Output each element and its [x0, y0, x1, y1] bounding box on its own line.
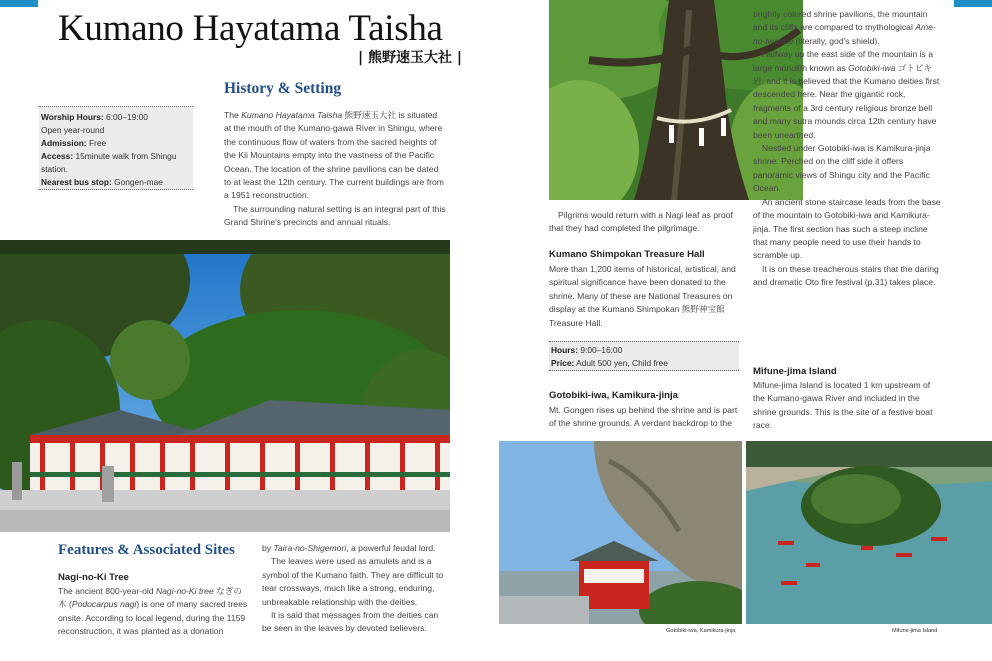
hours-line: Worship Hours: 6:00–19:00: [41, 112, 148, 122]
info-box: [39, 106, 193, 190]
history-paragraph-1: The Kumano Hayatama Taisha 熊野速玉大社 is situated at the mouth of the Kumano-gawa River in Shingu, where the continuous flow of waters from the sacred heights of the Kii Mountains empty into the vastness of the Pacific Ocean. The location of the shrine pavilions can be dated to at least the 12th century. The current buildings are from a 1951 reconstruction.: [224, 110, 444, 201]
museum-info-box: [549, 341, 739, 371]
history-heading: History & Setting: [224, 80, 342, 97]
col4-paragraph-2: Halfway up the east side of the mountain is a large monolith known as Gotobiki-iwa ゴトビキ岩, and it is believed that the Kumano deities first descended here. Near the gigantic rock, fragments of a 3rd century religious bronze bell and many sutra mounds circa 12th century have been unearthed.: [753, 49, 940, 140]
nagi-heading: Nagi-no-Ki Tree: [58, 572, 129, 583]
col4-paragraph-3: Nestled under Gotobiki-iwa is Kamikura-jinja shrine. Perched on the cliff side it offers panoramic views of Shingu city and the Pacific Ocean.: [753, 143, 931, 194]
col4-paragraph-4: An ancient stone staircase leads from the base of the mountain to Gotobiki-iwa and Kamikura-jinja. The first section has such a steep incline that many people need to use their hands to scramble up.: [753, 196, 941, 261]
nagi-paragraph-4: It is said that messages from the deities can be seen in the leaves by devoted believers.: [262, 610, 439, 634]
col4-paragraph-5: It is on these treacherous stairs that the daring and dramatic Oto fire festival (p.31) takes place.: [753, 263, 939, 288]
pilgrims-text: Pilgrims would return with a Nagi leaf as proof that they had completed the pilgrimage.: [549, 210, 733, 234]
nagi-paragraph-1: The ancient 800-year-old Nagi-no-Ki tree なぎの木 (Podocarpus nagi) is one of many sacred trees onsite. According to local legend, during the 1159 reconstruction, it was planted as a donation: [58, 586, 248, 637]
gotobiki-text-col4: [753, 8, 941, 290]
open-line: Open year-round: [41, 125, 105, 135]
nagi-paragraph-2: by Taira-no-Shigemori, a powerful feudal lord.: [262, 543, 436, 553]
page-title: Kumano Hayatama Taisha: [58, 8, 443, 49]
museum-heading: Kumano Shimpokan Treasure Hall: [549, 249, 705, 260]
museum-hours-line: Hours: 9:00–16:00: [551, 345, 623, 355]
museum-price-line: Price: Adult 500 yen, Child free: [551, 358, 668, 368]
mifune-text: Mifune-jima Island is located 1 km upstream of the Kumano-gawa River and included in the shrine grounds. This is the site of a festive boat race.: [753, 380, 933, 431]
bus-line: Nearest bus stop: Gongen-mae: [41, 177, 163, 187]
access-line: Access: 15minute walk from Shingu station.: [41, 151, 177, 174]
gotobiki-text: Mt. Gongen rises up behind the shrine and is part of the shrine grounds. A verdant backdrop to the: [549, 405, 738, 429]
gotobiki-caption: Gotobiki-iwa, Kamikura-jinja: [666, 628, 736, 634]
gotobiki-heading: Gotobiki-iwa, Kamikura-jinja: [549, 390, 679, 401]
features-heading: Features & Associated Sites: [58, 542, 235, 558]
history-paragraph-2: The surrounding natural setting is an integral part of this Grand Shrine's precincts and annual rituals.: [224, 203, 446, 228]
page-title-japanese: | 熊野速玉大社 |: [358, 50, 462, 66]
admission-line: Admission: Free: [41, 138, 107, 148]
nagi-text-col2: [262, 542, 448, 636]
right-page-tab: [954, 0, 992, 7]
history-text: [224, 109, 446, 230]
museum-text: More than 1,200 items of historical, artistical, and spiritual significance have been donated to the shrine. Many of these are National Treasures on display at the Kumano Shimpokan 熊野神宝館 Treasure Hall.: [549, 264, 736, 328]
shrine-main-photo: [0, 240, 450, 532]
mifune-photo: [746, 441, 992, 624]
mifune-heading: Mifune-jima Island: [753, 366, 837, 377]
nagi-text-col1: [58, 585, 248, 639]
gotobiki-photo: [499, 441, 742, 624]
col4-paragraph-1: brightly colored shrine pavilions, the mountain and its cliffs are compared to mythological Ame-no-Iwatate (literally, god's shield).: [753, 9, 936, 46]
left-page-tab: [0, 0, 38, 7]
nagi-paragraph-3: The leaves were used as amulets and is a symbol of the Kumano faith. They are difficult to tear crossways, much like a strong, enduring, unbreakable relationship with the deities.: [262, 556, 444, 607]
mifune-caption: Mifune-jima Island: [892, 628, 938, 634]
